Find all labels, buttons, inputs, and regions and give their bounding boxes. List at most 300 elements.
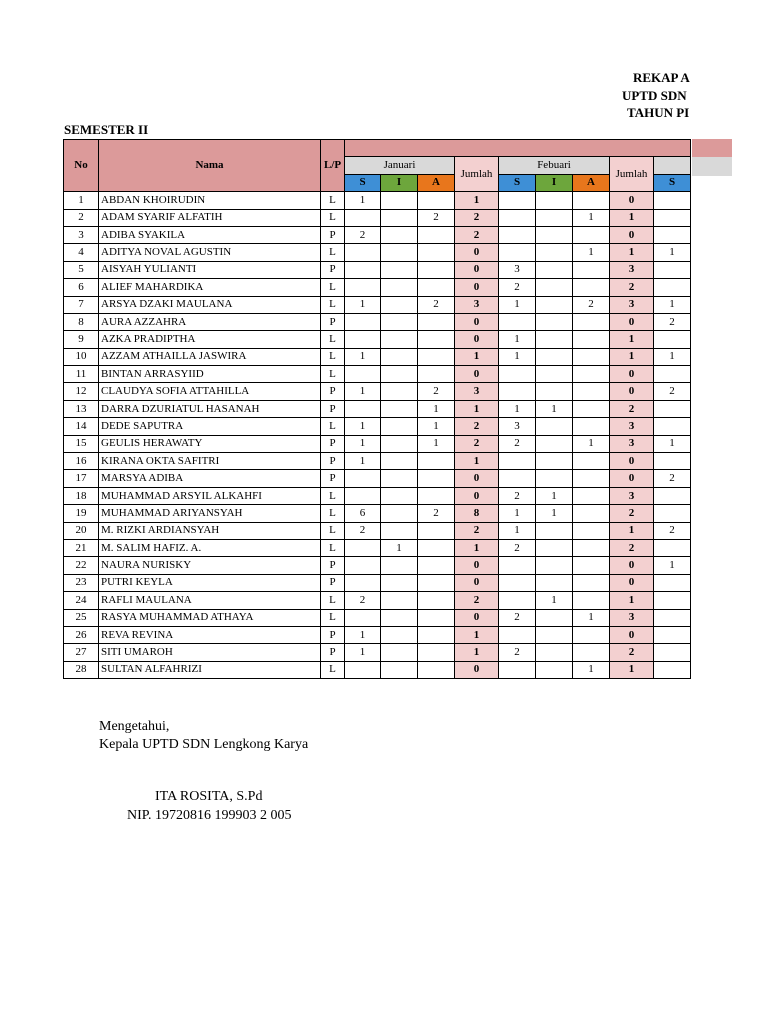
cell-feb-i: 1 [536, 487, 573, 504]
cell-feb-a: 1 [573, 209, 610, 226]
cell-jan-jumlah: 0 [455, 313, 499, 330]
column-header-s-next: S [654, 174, 691, 191]
cell-jan-i [381, 279, 418, 296]
cell-jan-i [381, 296, 418, 313]
cell-jan-a [418, 557, 455, 574]
month-header-febuari: Febuari [499, 157, 610, 174]
cell-name: ADIBA SYAKILA [99, 226, 321, 243]
cell-next-s [654, 400, 691, 417]
cell-jan-s: 6 [345, 505, 381, 522]
cell-feb-s: 2 [499, 539, 536, 556]
cell-feb-jumlah: 0 [610, 192, 654, 209]
cell-no: 4 [64, 244, 99, 261]
cell-lp: L [321, 592, 345, 609]
cell-lp: L [321, 522, 345, 539]
cell-feb-i [536, 644, 573, 661]
cell-name: ADITYA NOVAL AGUSTIN [99, 244, 321, 261]
cell-jan-a [418, 487, 455, 504]
cell-jan-jumlah: 3 [455, 296, 499, 313]
cell-feb-jumlah: 0 [610, 626, 654, 643]
column-header-i-jan: I [381, 174, 418, 191]
table-row [64, 209, 691, 226]
cell-no: 18 [64, 487, 99, 504]
cell-feb-s: 3 [499, 261, 536, 278]
cell-jan-a [418, 626, 455, 643]
cell-jan-s: 1 [345, 296, 381, 313]
cell-next-s [654, 487, 691, 504]
cell-feb-s [499, 470, 536, 487]
cell-name: MUHAMMAD ARIYANSYAH [99, 505, 321, 522]
cell-jan-i [381, 192, 418, 209]
semester-label: SEMESTER II [64, 122, 149, 137]
cell-jan-jumlah: 1 [455, 400, 499, 417]
table-row [64, 453, 691, 470]
cell-jan-s: 2 [345, 592, 381, 609]
cell-lp: P [321, 435, 345, 452]
cell-jan-a [418, 261, 455, 278]
cell-feb-s [499, 366, 536, 383]
cell-lp: L [321, 279, 345, 296]
cell-feb-a [573, 400, 610, 417]
cell-name: RAFLI MAULANA [99, 592, 321, 609]
report-title-line-3: TAHUN PI [627, 105, 690, 120]
cell-jan-jumlah: 2 [455, 435, 499, 452]
cell-jan-i [381, 209, 418, 226]
cell-no: 1 [64, 192, 99, 209]
cell-jan-jumlah: 0 [455, 279, 499, 296]
cell-jan-a: 2 [418, 383, 455, 400]
cell-jan-a [418, 574, 455, 591]
cell-feb-s: 1 [499, 505, 536, 522]
footer-signer-name: ITA ROSITA, S.Pd [155, 789, 263, 804]
table-row [64, 418, 691, 435]
cell-jan-a [418, 313, 455, 330]
cell-name: SULTAN ALFAHRIZI [99, 661, 321, 678]
header-top-band [345, 140, 691, 157]
cell-jan-a [418, 348, 455, 365]
table-row [64, 470, 691, 487]
column-header-s-jan: S [345, 174, 381, 191]
cell-jan-s: 1 [345, 435, 381, 452]
cell-lp: P [321, 313, 345, 330]
cell-jan-a [418, 470, 455, 487]
cell-no: 21 [64, 539, 99, 556]
table-row [64, 279, 691, 296]
table-row [64, 435, 691, 452]
cell-feb-s: 2 [499, 609, 536, 626]
cell-next-s: 2 [654, 522, 691, 539]
cell-jan-s [345, 539, 381, 556]
cell-feb-i [536, 209, 573, 226]
table-row [64, 366, 691, 383]
cell-no: 19 [64, 505, 99, 522]
cell-no: 12 [64, 383, 99, 400]
cell-jan-i [381, 453, 418, 470]
cell-jan-s [345, 470, 381, 487]
cell-lp: P [321, 453, 345, 470]
cell-jan-i [381, 400, 418, 417]
cell-jan-a [418, 192, 455, 209]
table-row [64, 383, 691, 400]
cell-next-s: 1 [654, 348, 691, 365]
cell-feb-s: 2 [499, 435, 536, 452]
footer-principal-title: Kepala UPTD SDN Lengkong Karya [99, 737, 309, 752]
cell-jan-i [381, 626, 418, 643]
cell-jan-i [381, 470, 418, 487]
cell-jan-i [381, 435, 418, 452]
cell-jan-a [418, 539, 455, 556]
cell-no: 23 [64, 574, 99, 591]
cell-no: 20 [64, 522, 99, 539]
cell-next-s: 2 [654, 470, 691, 487]
column-header-jumlah-feb: Jumlah [610, 157, 654, 192]
column-header-jumlah-jan: Jumlah [455, 157, 499, 192]
cell-feb-a [573, 522, 610, 539]
cell-feb-s: 2 [499, 644, 536, 661]
month-header-januari: Januari [345, 157, 455, 174]
cell-lp: P [321, 383, 345, 400]
attendance-table [63, 139, 691, 679]
cell-jan-a [418, 331, 455, 348]
attendance-rows [64, 192, 691, 679]
cell-feb-a [573, 366, 610, 383]
cell-feb-i [536, 226, 573, 243]
cell-lp: L [321, 661, 345, 678]
cell-feb-s [499, 226, 536, 243]
month-header-next [654, 157, 691, 174]
cell-next-s [654, 592, 691, 609]
cell-jan-jumlah: 0 [455, 574, 499, 591]
cell-jan-jumlah: 0 [455, 661, 499, 678]
cell-jan-s [345, 574, 381, 591]
cell-feb-i [536, 626, 573, 643]
cell-jan-jumlah: 0 [455, 470, 499, 487]
cell-feb-jumlah: 3 [610, 418, 654, 435]
cell-feb-s [499, 592, 536, 609]
cell-no: 27 [64, 644, 99, 661]
cell-no: 26 [64, 626, 99, 643]
cell-jan-i [381, 505, 418, 522]
cell-lp: L [321, 348, 345, 365]
cell-feb-i: 1 [536, 592, 573, 609]
cell-jan-jumlah: 1 [455, 626, 499, 643]
cell-next-s: 2 [654, 383, 691, 400]
cell-name: ARSYA DZAKI MAULANA [99, 296, 321, 313]
cell-feb-i [536, 296, 573, 313]
cell-name: ALIEF MAHARDIKA [99, 279, 321, 296]
cell-jan-jumlah: 0 [455, 244, 499, 261]
footer-nip: NIP. 19720816 199903 2 005 [127, 808, 292, 823]
cell-name: NAURA NURISKY [99, 557, 321, 574]
cell-jan-s: 1 [345, 383, 381, 400]
cell-no: 16 [64, 453, 99, 470]
cell-name: CLAUDYA SOFIA ATTAHILLA [99, 383, 321, 400]
cell-feb-a: 2 [573, 296, 610, 313]
cell-feb-s: 1 [499, 400, 536, 417]
cell-feb-s [499, 209, 536, 226]
cell-jan-s [345, 400, 381, 417]
cell-jan-a: 2 [418, 505, 455, 522]
cell-jan-i [381, 609, 418, 626]
cell-feb-i [536, 453, 573, 470]
column-header-nama: Nama [99, 140, 321, 192]
cell-next-s: 1 [654, 557, 691, 574]
cell-jan-jumlah: 2 [455, 418, 499, 435]
cell-jan-s: 1 [345, 644, 381, 661]
cell-feb-a [573, 418, 610, 435]
table-row [64, 296, 691, 313]
cell-feb-a [573, 192, 610, 209]
cell-lp: L [321, 487, 345, 504]
cell-jan-i [381, 261, 418, 278]
cell-feb-a [573, 626, 610, 643]
cell-feb-jumlah: 1 [610, 209, 654, 226]
cell-name: REVA REVINA [99, 626, 321, 643]
table-row [64, 313, 691, 330]
cell-lp: P [321, 400, 345, 417]
cell-feb-i [536, 331, 573, 348]
cell-feb-s [499, 661, 536, 678]
cell-lp: P [321, 574, 345, 591]
cell-jan-a: 2 [418, 296, 455, 313]
cell-feb-a [573, 383, 610, 400]
cell-jan-jumlah: 0 [455, 487, 499, 504]
cell-next-s [654, 192, 691, 209]
cell-feb-jumlah: 2 [610, 279, 654, 296]
cell-jan-a: 1 [418, 435, 455, 452]
cell-feb-a [573, 592, 610, 609]
cell-feb-jumlah: 2 [610, 644, 654, 661]
table-row [64, 644, 691, 661]
cell-feb-i [536, 574, 573, 591]
cell-jan-jumlah: 0 [455, 331, 499, 348]
cell-name: AISYAH YULIANTI [99, 261, 321, 278]
cell-lp: L [321, 539, 345, 556]
cell-feb-jumlah: 0 [610, 453, 654, 470]
cell-lp: L [321, 366, 345, 383]
table-row [64, 505, 691, 522]
cell-jan-s [345, 261, 381, 278]
cell-lp: P [321, 644, 345, 661]
cell-jan-jumlah: 2 [455, 226, 499, 243]
column-header-s-feb: S [499, 174, 536, 191]
cell-feb-a [573, 226, 610, 243]
cell-jan-jumlah: 1 [455, 453, 499, 470]
cell-jan-jumlah: 0 [455, 261, 499, 278]
cell-jan-jumlah: 1 [455, 539, 499, 556]
cell-no: 17 [64, 470, 99, 487]
cell-feb-jumlah: 0 [610, 470, 654, 487]
cell-jan-i [381, 487, 418, 504]
cell-jan-a [418, 522, 455, 539]
cell-no: 28 [64, 661, 99, 678]
cell-jan-s [345, 609, 381, 626]
cell-feb-i [536, 470, 573, 487]
cell-jan-jumlah: 8 [455, 505, 499, 522]
cell-next-s [654, 331, 691, 348]
cell-jan-jumlah: 2 [455, 209, 499, 226]
cell-feb-jumlah: 1 [610, 348, 654, 365]
cell-lp: L [321, 296, 345, 313]
cell-next-s [654, 209, 691, 226]
cell-next-s [654, 226, 691, 243]
cell-feb-i [536, 418, 573, 435]
cell-jan-a: 1 [418, 400, 455, 417]
cell-jan-s [345, 331, 381, 348]
cell-lp: P [321, 226, 345, 243]
cell-name: ABDAN KHOIRUDIN [99, 192, 321, 209]
cell-feb-a [573, 331, 610, 348]
cell-feb-jumlah: 0 [610, 574, 654, 591]
table-row [64, 626, 691, 643]
cell-feb-s: 1 [499, 348, 536, 365]
cell-name: M. RIZKI ARDIANSYAH [99, 522, 321, 539]
cell-jan-i [381, 348, 418, 365]
column-header-lp: L/P [321, 140, 345, 192]
cell-jan-i [381, 383, 418, 400]
cell-feb-a: 1 [573, 435, 610, 452]
cell-jan-s [345, 366, 381, 383]
cell-jan-i [381, 226, 418, 243]
cell-name: DARRA DZURIATUL HASANAH [99, 400, 321, 417]
cell-no: 9 [64, 331, 99, 348]
cell-jan-s: 1 [345, 192, 381, 209]
cell-jan-a [418, 366, 455, 383]
cell-jan-i [381, 331, 418, 348]
cell-jan-s [345, 487, 381, 504]
cell-feb-s [499, 557, 536, 574]
cell-lp: L [321, 244, 345, 261]
cell-lp: P [321, 557, 345, 574]
table-row [64, 487, 691, 504]
cell-jan-a [418, 661, 455, 678]
cell-name: MUHAMMAD ARSYIL ALKAHFI [99, 487, 321, 504]
table-row [64, 331, 691, 348]
cell-name: DEDE SAPUTRA [99, 418, 321, 435]
cell-feb-i [536, 313, 573, 330]
cell-no: 25 [64, 609, 99, 626]
cell-lp: L [321, 418, 345, 435]
cell-name: GEULIS HERAWATY [99, 435, 321, 452]
cell-jan-a [418, 592, 455, 609]
table-row [64, 661, 691, 678]
cell-feb-i [536, 244, 573, 261]
cell-feb-s [499, 626, 536, 643]
cell-feb-i [536, 435, 573, 452]
cell-feb-a: 1 [573, 609, 610, 626]
cell-feb-i [536, 261, 573, 278]
cell-feb-a [573, 505, 610, 522]
cell-feb-jumlah: 3 [610, 261, 654, 278]
cell-feb-s: 1 [499, 522, 536, 539]
cell-no: 3 [64, 226, 99, 243]
cell-feb-a [573, 261, 610, 278]
cell-feb-a [573, 470, 610, 487]
cell-jan-i [381, 557, 418, 574]
cell-next-s [654, 453, 691, 470]
cell-jan-jumlah: 0 [455, 609, 499, 626]
report-title-line-1: REKAP A [633, 70, 690, 85]
cell-next-s [654, 661, 691, 678]
cell-no: 14 [64, 418, 99, 435]
cell-jan-s [345, 557, 381, 574]
cell-feb-jumlah: 0 [610, 366, 654, 383]
cell-lp: L [321, 209, 345, 226]
cell-jan-s [345, 661, 381, 678]
cell-name: ADAM SYARIF ALFATIH [99, 209, 321, 226]
cell-lp: L [321, 331, 345, 348]
column-header-no: No [64, 140, 99, 192]
cell-jan-i: 1 [381, 539, 418, 556]
cell-jan-jumlah: 1 [455, 192, 499, 209]
cell-feb-jumlah: 3 [610, 435, 654, 452]
table-row [64, 226, 691, 243]
column-header-a-jan: A [418, 174, 455, 191]
cell-jan-i [381, 313, 418, 330]
cell-feb-a [573, 487, 610, 504]
cell-name: RASYA MUHAMMAD ATHAYA [99, 609, 321, 626]
cell-feb-jumlah: 1 [610, 522, 654, 539]
cell-feb-s: 2 [499, 279, 536, 296]
cell-jan-i [381, 522, 418, 539]
column-header-a-feb: A [573, 174, 610, 191]
table-row [64, 592, 691, 609]
cell-next-s [654, 261, 691, 278]
cell-next-s: 1 [654, 244, 691, 261]
cell-feb-jumlah: 3 [610, 296, 654, 313]
cell-lp: L [321, 609, 345, 626]
cell-jan-jumlah: 1 [455, 348, 499, 365]
cell-feb-i [536, 557, 573, 574]
cell-name: MARSYA ADIBA [99, 470, 321, 487]
cell-jan-a [418, 453, 455, 470]
table-row [64, 348, 691, 365]
cell-feb-a [573, 574, 610, 591]
cell-feb-i [536, 522, 573, 539]
cell-jan-jumlah: 3 [455, 383, 499, 400]
cell-feb-jumlah: 0 [610, 226, 654, 243]
cell-jan-s [345, 279, 381, 296]
column-header-i-feb: I [536, 174, 573, 191]
cell-next-s [654, 505, 691, 522]
header-band-gray [692, 157, 732, 176]
cell-jan-i [381, 244, 418, 261]
table-row [64, 261, 691, 278]
table-row [64, 609, 691, 626]
cell-feb-a [573, 348, 610, 365]
cell-lp: L [321, 192, 345, 209]
cell-name: SITI UMAROH [99, 644, 321, 661]
footer-acknowledged: Mengetahui, [99, 719, 170, 734]
cell-jan-jumlah: 2 [455, 522, 499, 539]
table-row [64, 400, 691, 417]
cell-no: 24 [64, 592, 99, 609]
cell-no: 2 [64, 209, 99, 226]
cell-next-s [654, 279, 691, 296]
cell-no: 8 [64, 313, 99, 330]
cell-name: BINTAN ARRASYIID [99, 366, 321, 383]
cell-jan-s: 1 [345, 453, 381, 470]
cell-feb-i [536, 609, 573, 626]
cell-jan-a: 2 [418, 209, 455, 226]
cell-jan-i [381, 661, 418, 678]
cell-jan-i [381, 574, 418, 591]
cell-jan-s: 1 [345, 626, 381, 643]
cell-jan-a [418, 244, 455, 261]
cell-jan-s [345, 313, 381, 330]
cell-jan-a [418, 226, 455, 243]
report-title-line-2: UPTD SDN [622, 88, 687, 103]
